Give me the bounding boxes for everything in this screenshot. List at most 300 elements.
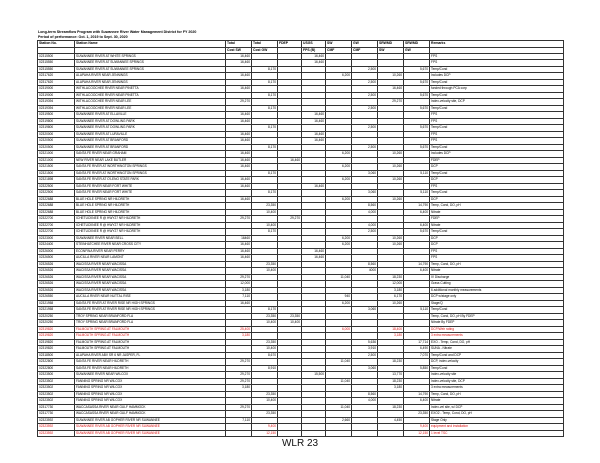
total-cost-sw-cell: 29,270 — [226, 216, 252, 223]
usgs-cost-cell — [302, 430, 326, 437]
remarks-cell: Temp/Cond — [430, 365, 564, 372]
program-title: Long-term Streamflow Program with Suwannee River Water Management District for FY 2020 — [38, 30, 197, 34]
cmf-gw-cell: 2,500 — [352, 92, 378, 99]
remarks-cell: Includes DCP — [430, 151, 564, 158]
station-no-cell: 02315500 — [38, 53, 75, 60]
station-no-cell: 02320250 — [38, 320, 75, 327]
station-no-cell: 02326500 — [38, 255, 75, 262]
total-cost-sw-cell: 3,180 — [226, 333, 252, 340]
station-no-cell: 02320500 — [38, 144, 75, 151]
station-name-cell: ALAPAHA RIVER NEAR JENNINGS — [75, 79, 226, 86]
total-cost-gw-cell: 9,400 — [252, 424, 278, 431]
station-name-cell: SANTA FE RIVER AT WORTHINGTON SPRINGS — [75, 170, 226, 177]
station-name-cell: SUWANNEE RIVER AB GOPHER RIVER NR SUWANNEE — [75, 430, 226, 437]
total-cost-gw-cell: 8,170 — [252, 190, 278, 197]
remarks-cell: EXO - Temp, Cond, DO, pH — [430, 339, 564, 346]
remarks-cell: Nitrate — [430, 209, 564, 216]
remarks-cell: DCP — [430, 235, 564, 242]
station-no-cell: 02319820 — [38, 326, 75, 333]
total-cost-sw-cell: 29,270 — [226, 99, 252, 106]
srwmd-gw-cell: 5,670 — [404, 92, 430, 99]
total-cost-sw-cell: 29,270 — [226, 404, 252, 411]
station-name-cell: SANTA FE RIVER NEAR FORT WHITE — [75, 190, 226, 197]
remarks-cell: Temp/Cond — [430, 229, 564, 236]
total-cost-sw-cell: 16,460 — [226, 196, 252, 203]
station-no-cell: 02317620 — [38, 73, 75, 80]
station-no-cell: 02321898 — [38, 177, 75, 184]
col-usgs: USGS — [302, 41, 326, 48]
usgs-cost-cell: 16,460 — [302, 118, 326, 125]
remarks-cell: Nitrate — [430, 268, 564, 275]
total-cost-gw-cell: 8,910 — [252, 365, 278, 372]
srwmd-sw-cell: 18,230 — [378, 274, 404, 281]
station-name-cell: SUWANNEE RIVER AT LURAVILLE — [75, 131, 226, 138]
station-no-cell: 02321000 — [38, 157, 75, 164]
station-name-cell: FALMOUTH SPRING AT FALMOUTH — [75, 326, 226, 333]
col-cmf-gw: CMF — [352, 47, 378, 53]
total-cost-gw-cell: 8,670 — [252, 352, 278, 359]
station-name-cell: FALMOUTH SPRING AT FALMOUTH — [75, 346, 226, 353]
srwmd-gw-cell: 5,670 — [404, 79, 430, 86]
station-no-cell: 02318500 — [38, 352, 75, 359]
remarks-cell: 3 extra measurements — [430, 385, 564, 392]
col-station-no: Station No. — [38, 41, 75, 48]
total-cost-gw-cell: 10,400 — [252, 346, 278, 353]
srwmd-sw-cell: 10,260 — [378, 177, 404, 184]
remarks-cell: DCP w/stage only — [430, 294, 564, 301]
col-remarks: Remarks — [430, 41, 564, 48]
station-name-cell: FANNING SPRING NR WILCOX — [75, 391, 226, 398]
cmf-gw-cell: 2,500 — [352, 66, 378, 73]
station-no-cell: 02324400 — [38, 242, 75, 249]
remarks-cell: 6 additional monthly measurements — [430, 287, 564, 294]
remarks-cell: 3 extra measurements — [430, 333, 564, 340]
cmf-sw-cell: 6,200 — [326, 164, 352, 171]
station-name-cell: SANTA FE RIVER NEAR FORT WHITE — [75, 183, 226, 190]
srwmd-gw-cell: 5,110 — [404, 307, 430, 314]
total-cost-gw-cell: 10,400 — [252, 222, 278, 229]
station-name-cell: WITHLACOOCHEE RIVER NEAR PINETTA — [75, 86, 226, 93]
srwmd-sw-cell: 13,770 — [378, 372, 404, 379]
station-name-cell: SANTA FE RIVER NEAR GRAHAM — [75, 151, 226, 158]
total-cost-sw-cell: 29,270 — [226, 372, 252, 379]
col-srwmd-gw-sub: GW — [404, 47, 430, 53]
cmf-sw-cell: 11,040 — [326, 404, 352, 411]
fdep-cost-cell — [278, 430, 302, 437]
srwmd-gw-cell: 7,070 — [404, 352, 430, 359]
remarks-cell: 1 level TSC — [430, 430, 564, 437]
station-name-cell: SANTA FE RIVER AT RIVER RISE NR HIGH SPRINGS — [75, 300, 226, 307]
station-name-cell: BLUE HOLE SPRING NR HILDRETH — [75, 196, 226, 203]
remarks-cell: Temp/Cond — [430, 190, 564, 197]
station-name-cell: NEW RIVER NEAR LAKE BUTLER — [75, 157, 226, 164]
total-cost-sw-cell: 16,460 — [226, 255, 252, 262]
station-name-cell: AUCILLA RIVER NEAR LAMONT — [75, 255, 226, 262]
col-cost-sw: Cost SW — [226, 47, 252, 53]
total-cost-sw-cell: 29,270 — [226, 274, 252, 281]
page-footer: WLR 23 — [281, 438, 319, 449]
station-no-cell: 02322688 — [38, 209, 75, 216]
col-cost-gw: Cost GW — [252, 47, 278, 53]
station-name-cell: SUWANNEE RIVER NEAR BELL — [75, 235, 226, 242]
remarks-cell: Nitrate — [430, 222, 564, 229]
total-cost-sw-cell: 16,460 — [226, 248, 252, 255]
srwmd-sw-cell: 10,260 — [378, 242, 404, 249]
col-gw: GW — [352, 41, 378, 48]
station-no-cell: 02322700 — [38, 229, 75, 236]
total-cost-gw-cell: 8,170 — [252, 229, 278, 236]
remarks-cell: funded through PCA corp — [430, 86, 564, 93]
station-no-cell: 02322700 — [38, 216, 75, 223]
total-cost-sw-cell: 12,000 — [226, 281, 252, 288]
remarks-cell: Temp, Cond, DO, pH By FDEP — [430, 313, 564, 320]
cmf-gw-cell: 2,500 — [352, 79, 378, 86]
srwmd-sw-cell: 18,400 — [378, 326, 404, 333]
srwmd-gw-cell: 14,790 — [404, 261, 430, 268]
remarks-cell: Temp/Cond and DCP — [430, 352, 564, 359]
total-cost-sw-cell: 16460 — [226, 235, 252, 242]
station-no-cell: 02323592 — [38, 424, 75, 431]
remarks-cell: Temp/Cond — [430, 66, 564, 73]
total-cost-gw-cell: 23,350 — [252, 313, 278, 320]
total-cost-sw-cell: 16,460 — [226, 131, 252, 138]
station-no-cell: 02326526 — [38, 268, 75, 275]
srwmd-sw-cell: 10,260 — [378, 73, 404, 80]
cmf-gw-cell: 4000 — [352, 268, 378, 275]
srwmd-sw-cell: 18,230 — [378, 378, 404, 385]
srwmd-sw-cell: 12,000 — [378, 281, 404, 288]
remarks-cell: Temp/Cond — [430, 105, 564, 112]
total-cost-sw-cell — [226, 430, 252, 437]
station-name-cell: SANTA FE RIVER AT RIVER RISE NR HIGH SPRINGS — [75, 307, 226, 314]
remarks-cell: Stage Only — [430, 417, 564, 424]
cmf-sw-cell: 6,200 — [326, 73, 352, 80]
usgs-cost-cell: 16,460 — [302, 138, 326, 145]
station-no-cell: 02319000 — [38, 92, 75, 99]
station-no-cell: 02322700 — [38, 222, 75, 229]
remarks-cell: FDEP — [430, 157, 564, 164]
remarks-cell: FPS — [430, 118, 564, 125]
remarks-cell: equipment and installation — [430, 424, 564, 431]
remarks-cell: Index-velocity site — [430, 372, 564, 379]
station-name-cell: SUWANNEE RIVER AT DOWLING PARK — [75, 125, 226, 132]
station-name-cell: SUWANNEE RIVER AB GOPHER RIVER NR SUWANNEE — [75, 417, 226, 424]
cmf-sw-cell: 940 — [326, 294, 352, 301]
cmf-sw-cell: 6,200 — [326, 300, 352, 307]
station-name-cell: FANNING SPRING NR WILCOX — [75, 398, 226, 405]
station-no-cell: 02321000 — [38, 151, 75, 158]
total-cost-sw-cell: 16,460 — [226, 112, 252, 119]
station-name-cell: SUWANNEE RIVER AT SUWANNEE SPRINGS — [75, 66, 226, 73]
remarks-cell: Temp/Cond — [430, 170, 564, 177]
total-cost-gw-cell: 8,170 — [252, 307, 278, 314]
station-name-cell: SUWANNEE RIVER AB GOPHER RIVER NR SUWANNEE — [75, 424, 226, 431]
total-cost-sw-cell: 16,460 — [226, 157, 252, 164]
srwmd-sw-cell — [378, 430, 404, 437]
cmf-gw-cell: 2,500 — [352, 229, 378, 236]
total-cost-sw-cell: 16,460 — [226, 164, 252, 171]
usgs-cost-cell: 15,500 — [302, 372, 326, 379]
remarks-cell: Temp/Cond — [430, 144, 564, 151]
total-cost-gw-cell: 23,350 — [252, 391, 278, 398]
cmf-gw-cell: 3,060 — [352, 170, 378, 177]
col-srwmd-gw: SRWMD — [404, 41, 430, 48]
remarks-cell: Nitrate — [430, 398, 564, 405]
station-name-cell: FALMOUTH SPRING AT FALMOUTH — [75, 339, 226, 346]
station-no-cell: 02323000 — [38, 235, 75, 242]
remarks-cell: FPS — [430, 138, 564, 145]
remarks-cell: DCP — [430, 164, 564, 171]
station-no-cell: 02319500 — [38, 112, 75, 119]
station-name-cell: ICHETUCKNEE R @ HWY27 NR HILDRETH — [75, 216, 226, 223]
station-no-cell: 02322688 — [38, 196, 75, 203]
srwmd-gw-cell: 5,850 — [404, 365, 430, 372]
station-no-cell: 02319000 — [38, 86, 75, 93]
total-cost-gw-cell: 10,400 — [252, 209, 278, 216]
station-no-cell: 02322688 — [38, 203, 75, 210]
srwmd-sw-cell: 10,260 — [378, 300, 404, 307]
station-name-cell: WITHLACOOCHEE RIVER NEAR LEE — [75, 99, 226, 106]
station-no-cell: 02322800 — [38, 365, 75, 372]
station-no-cell: 02322800 — [38, 359, 75, 366]
col-sw: SW — [326, 41, 352, 48]
station-name-cell: WITHLACOOCHEE RIVER NEAR LEE — [75, 105, 226, 112]
total-cost-gw-cell: 8,170 — [252, 125, 278, 132]
cmf-gw-cell: 5,636 — [352, 339, 378, 346]
cmf-sw-cell: 2,660 — [326, 417, 352, 424]
station-no-cell: 02322500 — [38, 183, 75, 190]
total-cost-gw-cell: 10,400 — [252, 268, 278, 275]
total-cost-gw-cell: 23,350 — [252, 261, 278, 268]
total-cost-gw-cell: 8,170 — [252, 144, 278, 151]
usgs-cost-cell: 16,460 — [302, 131, 326, 138]
total-cost-gw-cell: 10,400 — [252, 320, 278, 327]
station-name-cell: SANTA FE RIVER AT WORTHINGTON SPRINGS — [75, 164, 226, 171]
total-cost-sw-cell: 25,400 — [226, 326, 252, 333]
srwmd-sw-cell: 6,170 — [378, 294, 404, 301]
cmf-gw-cell: 2,500 — [352, 144, 378, 151]
fdep-cost-cell: 10,400 — [278, 320, 302, 327]
cmf-gw-cell: 2,500 — [352, 125, 378, 132]
total-cost-sw-cell: 7,110 — [226, 294, 252, 301]
total-cost-sw-cell: 16,460 — [226, 118, 252, 125]
srwmd-gw-cell: 9,400 — [404, 424, 430, 431]
remarks-cell: Temp/Cond — [430, 307, 564, 314]
cmf-sw-cell: 6,200 — [326, 151, 352, 158]
srwmd-gw-cell: 5,670 — [404, 66, 430, 73]
srwmd-gw-cell: 6,400 — [404, 222, 430, 229]
station-no-cell: 02323502 — [38, 391, 75, 398]
station-no-cell: 02319820 — [38, 339, 75, 346]
usgs-cost-cell: 16,460 — [302, 60, 326, 67]
station-no-cell: 02315550 — [38, 60, 75, 67]
cmf-gw-cell: 8,560 — [352, 391, 378, 398]
total-cost-gw-cell: 8,170 — [252, 170, 278, 177]
station-name-cell: BLUE HOLE SPRING NR HILDRETH — [75, 209, 226, 216]
station-name-cell: ECONFINA RIVER NEAR PERRY — [75, 248, 226, 255]
cmf-sw-cell: 11,040 — [326, 359, 352, 366]
station-no-cell: 02323500 — [38, 372, 75, 379]
srwmd-sw-cell: 18,230 — [378, 359, 404, 366]
table-row — [38, 430, 564, 437]
remarks-cell: Nitrate By FDEP — [430, 320, 564, 327]
station-name-cell: WITHLACOOCHEE RIVER NEAR PINETTA — [75, 92, 226, 99]
station-no-cell: 02322500 — [38, 190, 75, 197]
remarks-cell: DCP — [430, 196, 564, 203]
station-no-cell: 02321958 — [38, 307, 75, 314]
station-name-cell: ALAPAHA RIVER ABV SR 6 NR JASPER, FL — [75, 352, 226, 359]
station-no-cell: 02320000 — [38, 131, 75, 138]
remarks-cell: Includes DCP — [430, 73, 564, 80]
srwmd-gw-cell: 5,110 — [404, 190, 430, 197]
station-name-cell: WACCASASSA RIVER NEAR GULF HAMMOCK — [75, 404, 226, 411]
station-no-cell: 02320250 — [38, 313, 75, 320]
cmf-sw-cell: 6,000 — [326, 326, 352, 333]
station-name-cell: WACISSA RIVER NEAR WACISSA — [75, 261, 226, 268]
station-name-cell: TROY SPRING NEAR BRANFORD FLA — [75, 313, 226, 320]
station-no-cell: 02319394 — [38, 105, 75, 112]
station-name-cell: WACISSA RIVER NEAR WACISSA — [75, 281, 226, 288]
usgs-cost-cell: 16,460 — [302, 183, 326, 190]
station-no-cell: 02317730 — [38, 411, 75, 418]
total-cost-sw-cell: 16,460 — [226, 151, 252, 158]
srwmd-sw-cell: 16,460 — [378, 86, 404, 93]
usgs-cost-cell: 16,460 — [302, 112, 326, 119]
station-no-cell: 02315550 — [38, 66, 75, 73]
srwmd-gw-cell: 5,670 — [404, 125, 430, 132]
station-name-cell: SUWANNEE RIVER AT SUWANNEE SPRINGS — [75, 60, 226, 67]
srwmd-gw-cell: 5,670 — [404, 144, 430, 151]
srwmd-gw-cell: 6,400 — [404, 398, 430, 405]
station-no-cell: 02321958 — [38, 300, 75, 307]
usgs-cost-cell: 16,460 — [302, 255, 326, 262]
station-name-cell: SANTA FE RIVER AT O'LENO STATE PARK — [75, 177, 226, 184]
cmf-sw-cell: 6,200 — [326, 235, 352, 242]
srwmd-gw-cell: 6,400 — [404, 268, 430, 275]
cmf-sw-cell — [326, 430, 352, 437]
total-cost-sw-cell: 16,460 — [226, 177, 252, 184]
station-no-cell: 02321500 — [38, 164, 75, 171]
remarks-cell: DCP, index-velocity — [430, 359, 564, 366]
station-name-cell: SUWANNEE RIVER AT WHITE SPRINGS — [75, 53, 226, 60]
total-cost-gw-cell: 12,150 — [252, 430, 278, 437]
station-no-cell: 02326526 — [38, 261, 75, 268]
total-cost-sw-cell: 29,270 — [226, 378, 252, 385]
remarks-cell: FPS — [430, 248, 564, 255]
srwmd-gw-cell: 5,670 — [404, 229, 430, 236]
srwmd-gw-cell: 17,714 — [404, 339, 430, 346]
remarks-cell: Index-vel site, w/ DCP — [430, 404, 564, 411]
station-no-cell: 02319800 — [38, 125, 75, 132]
station-name-cell: WACCASASSA RIVER NEAR GULF HAMMOCK — [75, 411, 226, 418]
cmf-gw-cell: 4,000 — [352, 209, 378, 216]
srwmd-sw-cell: 3,180 — [378, 287, 404, 294]
total-cost-gw-cell: 10,400 — [252, 398, 278, 405]
cmf-sw-cell: 6,200 — [326, 242, 352, 249]
srwmd-sw-cell: 18,230 — [378, 404, 404, 411]
remarks-cell: IV Discharge — [430, 274, 564, 281]
station-no-cell: 02326526 — [38, 287, 75, 294]
total-cost-sw-cell: 3,180 — [226, 287, 252, 294]
total-cost-sw-cell: 16,460 — [226, 73, 252, 80]
cmf-gw-cell: 8,560 — [352, 203, 378, 210]
total-cost-sw-cell: 29,270 — [226, 359, 252, 366]
srwmd-gw-cell: 5,670 — [404, 105, 430, 112]
station-no-cell: 02319394 — [38, 99, 75, 106]
station-name-cell: TROY SPRING NEAR BRANFORD FLA — [75, 320, 226, 327]
remarks-cell: Temp/Cond — [430, 92, 564, 99]
srwmd-sw-cell: 3,180 — [378, 385, 404, 392]
srwmd-gw-cell: 14,790 — [404, 203, 430, 210]
remarks-cell: FPS — [430, 53, 564, 60]
srwmd-gw-cell: 14,790 — [404, 391, 430, 398]
remarks-cell: DCP — [430, 177, 564, 184]
cmf-sw-cell: 6,200 — [326, 196, 352, 203]
remarks-cell: Temp, Cond, DO, pH — [430, 261, 564, 268]
fdep-cost-cell: 29,270 — [278, 216, 302, 223]
total-cost-gw-cell: 23,350 — [252, 339, 278, 346]
cmf-sw-cell: 11,040 — [326, 378, 352, 385]
station-no-cell: 02323502 — [38, 398, 75, 405]
remarks-cell: SUNA - Nitrate — [430, 346, 564, 353]
station-no-cell: 02323592 — [38, 417, 75, 424]
total-cost-gw-cell: 8,170 — [252, 66, 278, 73]
remarks-cell: FPS — [430, 255, 564, 262]
fdep-cost-cell: 23,350 — [278, 313, 302, 320]
col-station-name: Station Name — [75, 41, 226, 48]
station-name-cell: SUWANNEE RIVER AT BRANFORD — [75, 144, 226, 151]
station-name-cell: SUWANNEE RIVER NEAR WILCOX — [75, 372, 226, 379]
col-srwmd-sw-sub: SW — [378, 47, 404, 53]
station-no-cell: 02317620 — [38, 79, 75, 86]
srwmd-sw-cell: 3,180 — [378, 333, 404, 340]
total-cost-sw-cell: 16,460 — [226, 53, 252, 60]
srwmd-gw-cell: 23,350 — [404, 411, 430, 418]
station-no-cell: 02317730 — [38, 404, 75, 411]
total-cost-sw-cell: 3,180 — [226, 385, 252, 392]
remarks-cell: Temp, Cond, DO, pH — [430, 203, 564, 210]
remarks-cell: FPS — [430, 183, 564, 190]
station-no-cell: 02320500 — [38, 138, 75, 145]
srwmd-gw-cell: 6,490 — [404, 346, 430, 353]
station-no-cell: 02326526 — [38, 274, 75, 281]
total-cost-sw-cell: 7,110 — [226, 417, 252, 424]
total-cost-gw-cell: 23,350 — [252, 203, 278, 210]
remarks-cell: Stage/Q — [430, 300, 564, 307]
spreadsheet — [37, 30, 563, 437]
station-name-cell: SUWANNEE RIVER AT ELLAVILLE — [75, 112, 226, 119]
station-name-cell: BLUE HOLE SPRING NR HILDRETH — [75, 203, 226, 210]
remarks-cell: FPS — [430, 131, 564, 138]
col-total-gw: Total — [252, 41, 278, 48]
col-total-sw: Total — [226, 41, 252, 48]
srwmd-sw-cell: 10,260 — [378, 196, 404, 203]
srwmd-gw-cell: 5,110 — [404, 170, 430, 177]
cmf-gw-cell: 2,500 — [352, 352, 378, 359]
fdep-cost-cell: 16,460 — [278, 157, 302, 164]
cmf-sw-cell: 6,200 — [326, 177, 352, 184]
cmf-gw-cell: 2,500 — [352, 105, 378, 112]
remarks-cell: Temp/Cond — [430, 125, 564, 132]
remarks-cell: FDEP — [430, 216, 564, 223]
srwmd-sw-cell: 10,260 — [378, 235, 404, 242]
srwmd-sw-cell: 29,270 — [378, 99, 404, 106]
station-name-cell: WACISSA RIVER NEAR WACISSA — [75, 274, 226, 281]
col-srwmd-sw: SRWMD — [378, 41, 404, 48]
station-no-cell: 02319800 — [38, 118, 75, 125]
remarks-cell: Temp, Cond, DO, pH — [430, 391, 564, 398]
station-name-cell: WACISSA RIVER NEAR WACISSA — [75, 268, 226, 275]
